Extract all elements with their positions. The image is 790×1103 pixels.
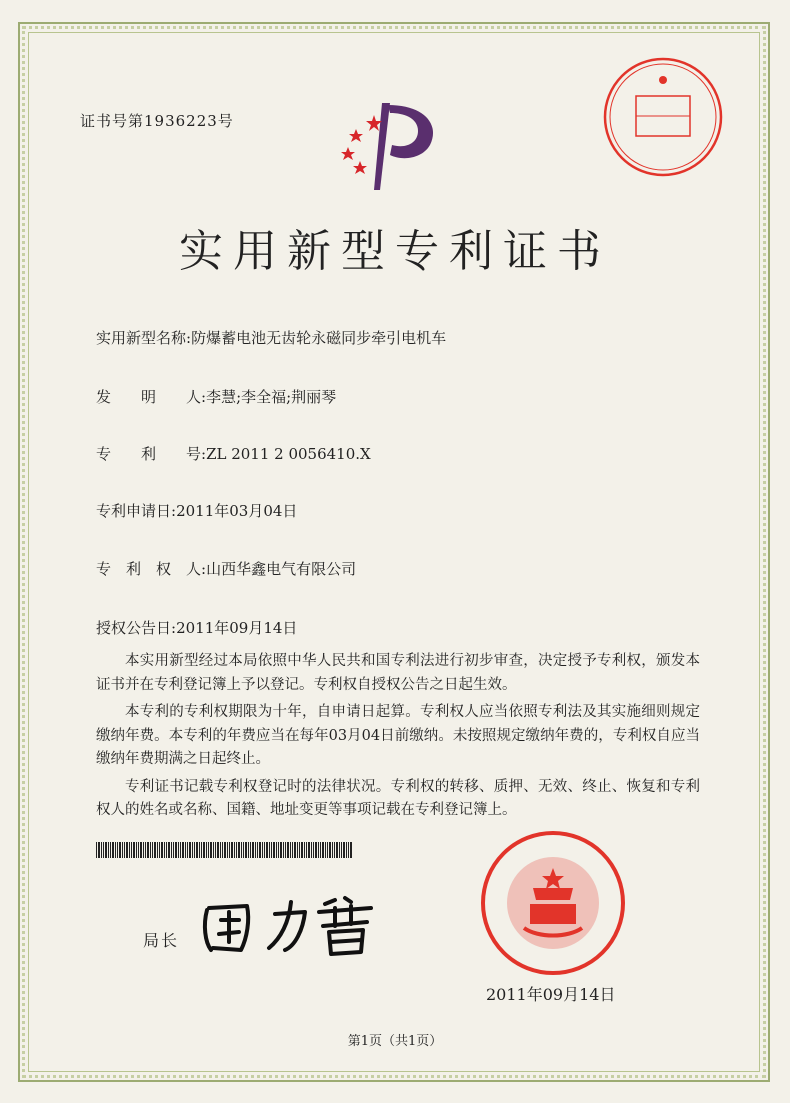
field-value: 2011年09月14日	[176, 619, 298, 637]
field-label: 授权公告日:	[96, 619, 177, 637]
field-label: 专利申请日:	[96, 502, 177, 520]
page-number: 第1页（共1页）	[347, 1034, 443, 1049]
field-grant-date	[96, 617, 297, 638]
issue-date: 2011年09月14日	[486, 985, 616, 1004]
director-label: 局长	[143, 931, 180, 950]
body-paragraph: 本专利的专利权期限为十年，自申请日起算。专利权人应当依照专利法及其实施细则规定缴纳年费。本专利的年费应当在每年03月04日前缴纳。未按照规定缴纳年费的，专利权自应当缴纳年费期满之日起终止。	[96, 704, 700, 767]
field-label: 发 明 人:	[96, 388, 207, 406]
field-value: 2011年03月04日	[176, 502, 298, 520]
director-signature	[195, 890, 385, 960]
barcode-icon	[96, 842, 352, 858]
field-label: 专 利 号:	[96, 445, 207, 463]
official-seal	[478, 828, 628, 978]
field-inventors	[96, 386, 336, 407]
certificate-number: 证书号第1936223号	[80, 112, 234, 130]
field-label: 实用新型名称:	[96, 329, 192, 347]
tax-stamp-seal	[598, 52, 728, 182]
patent-office-logo-icon	[330, 95, 450, 195]
field-patent-number	[96, 443, 371, 464]
field-patentee	[96, 558, 356, 579]
certificate-body	[96, 650, 700, 827]
certificate-title: 实用新型专利证书	[179, 226, 611, 277]
field-utility-model-name	[96, 327, 446, 348]
field-value: 防爆蓄电池无齿轮永磁同步牵引电机车	[191, 329, 447, 347]
body-paragraph: 本实用新型经过本局依照中华人民共和国专利法进行初步审查，决定授予专利权，颁发本证书并在专利登记簿上予以登记。专利权自授权公告之日起生效。	[96, 653, 700, 693]
body-paragraph: 专利证书记载专利权登记时的法律状况。专利权的转移、质押、无效、终止、恢复和专利权人的姓名或名称、国籍、地址变更等事项记载在专利登记簿上。	[96, 778, 700, 818]
field-filing-date	[96, 500, 297, 521]
field-value: 山西华鑫电气有限公司	[206, 560, 357, 578]
field-label: 专 利 权 人:	[96, 560, 207, 578]
field-value: ZL 2011 2 0056410.X	[206, 445, 371, 463]
field-value: 李慧;李全福;荆丽琴	[206, 388, 337, 406]
